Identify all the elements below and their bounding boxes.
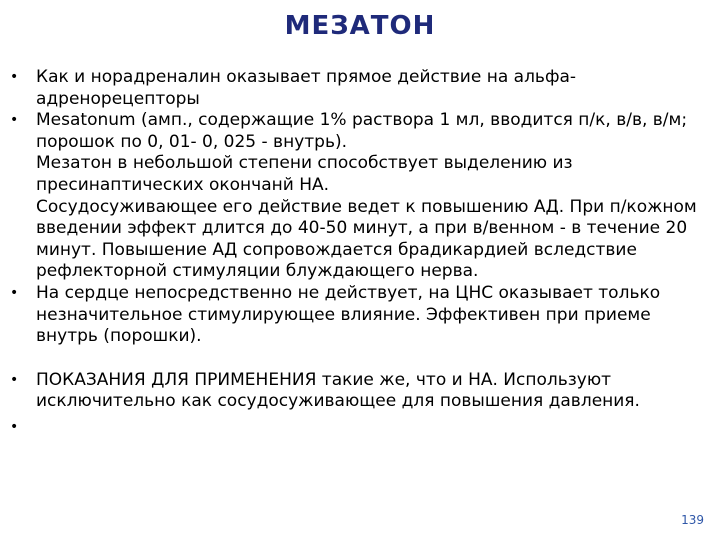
bullet-text: Как и норадреналин оказывает прямое действие на альфа-адренорецепторы	[36, 67, 577, 109]
bullet-dot: •	[10, 371, 19, 388]
bullet-dot: •	[10, 418, 19, 435]
page-number: 139	[681, 513, 704, 527]
bullet-item	[10, 110, 710, 283]
bullet-text: Mesatonum (амп., содержащие 1% раствора 1 мл, вводится п/к, в/в, в/м; порошок по 0, 01- 0, 025 - внутрь).	[36, 110, 688, 152]
slide-content	[10, 67, 710, 439]
bullet-item	[10, 283, 710, 348]
slide-title: МЕЗАТОН	[284, 11, 436, 41]
bullet-item	[10, 370, 710, 413]
bullet-text: ПОКАЗАНИЯ ДЛЯ ПРИМЕНЕНИЯ такие же, что и НА. Используют исключительно как сосудосуживающее для повышения давления.	[36, 369, 640, 412]
bullet-dot: •	[10, 69, 19, 85]
bullet-item-empty	[10, 417, 710, 439]
bullet-dot: •	[10, 284, 19, 301]
bullet-text: На сердце непосредственно не действует, на ЦНС оказывает только незначительное стимулирующее влияние. Эффективен при приеме внутрь (порошки).	[36, 282, 661, 347]
bullet-dot: •	[10, 112, 19, 129]
bullet-text: Мезатон в небольшой степени способствует выделению из пресинаптических окончанй НА.	[36, 153, 573, 195]
bullet-text: Сосудосуживающее его действие ведет к повышению АД. При п/кожном введении эффект длится до 40-50 минут, а при в/венном - в течение 20 минут. Повышение АД сопровождается брадикардией вследствие рефлекторной стимуляции блуждающего нерва.	[36, 196, 697, 282]
bullet-item	[10, 67, 710, 110]
spacer	[10, 348, 710, 370]
bullet-text	[36, 417, 710, 439]
